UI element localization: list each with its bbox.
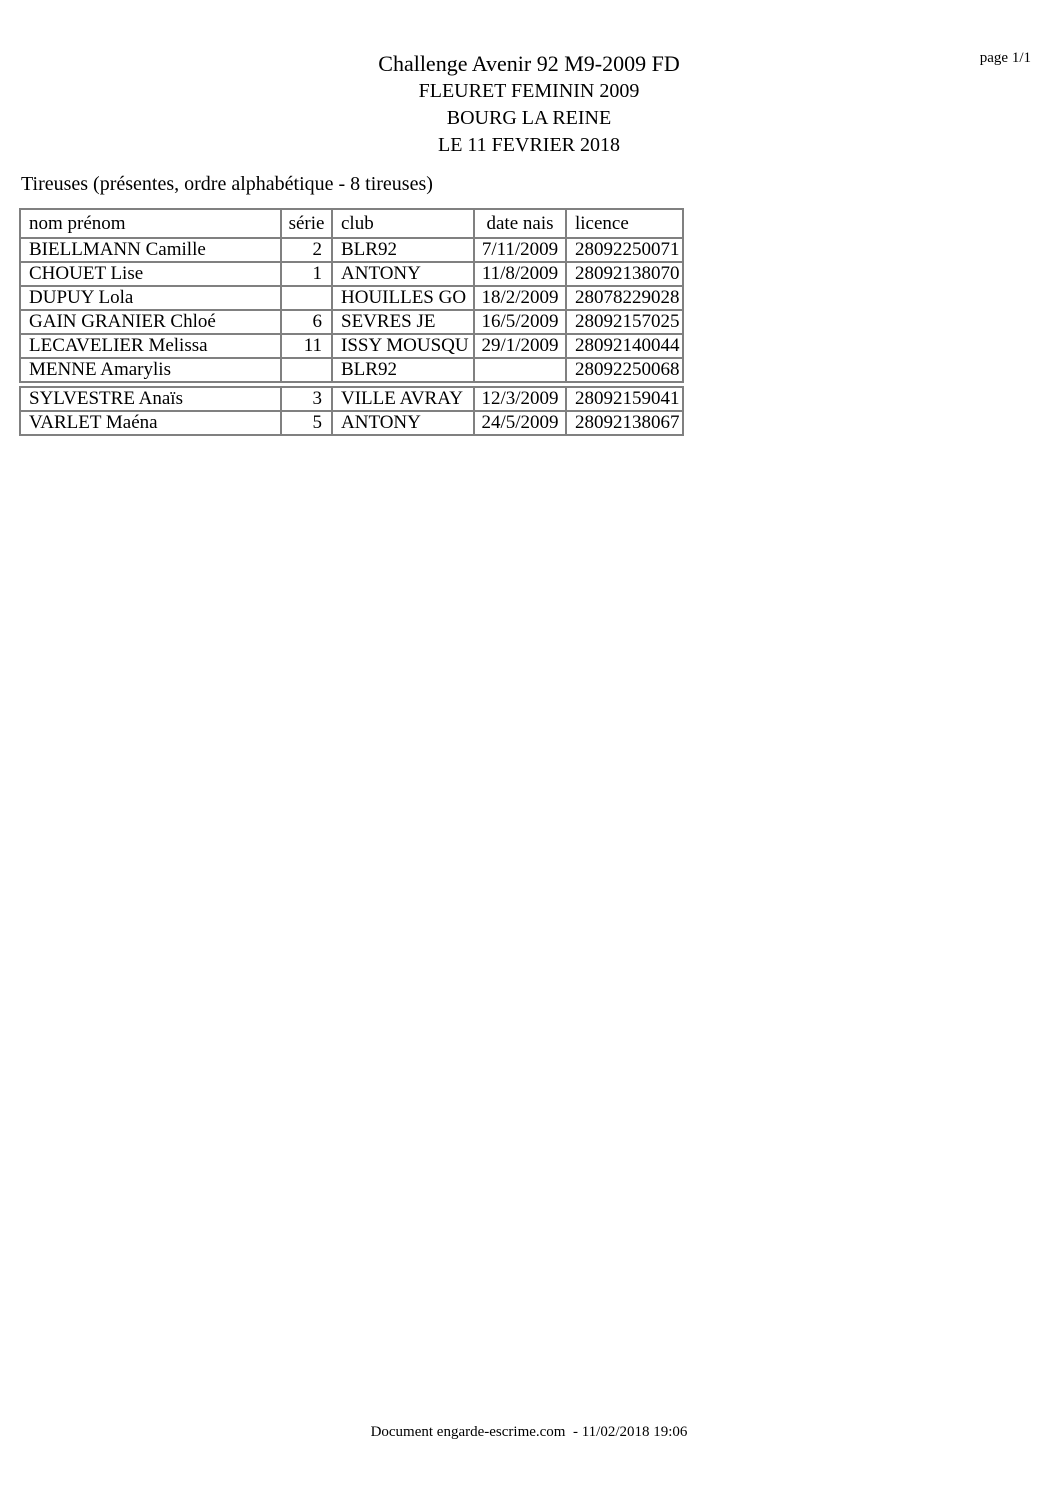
cell-club: BLR92 <box>332 238 474 262</box>
cell-serie: 11 <box>281 334 332 358</box>
cell-date-nais: 12/3/2009 <box>474 387 566 411</box>
table-row <box>20 334 683 358</box>
table-row <box>20 310 683 334</box>
cell-serie: 5 <box>281 411 332 435</box>
cell-licence: 28092140044 <box>566 334 683 358</box>
fencers-table-block-2 <box>19 386 684 436</box>
cell-licence: 28092250071 <box>566 238 683 262</box>
fencers-table <box>19 208 684 436</box>
location-line: BOURG LA REINE <box>446 107 612 129</box>
column-header-licence: licence <box>566 209 683 238</box>
cell-club: HOUILLES GO <box>332 286 474 310</box>
table-row <box>20 387 683 411</box>
cell-date-nais: 11/8/2009 <box>474 262 566 286</box>
cell-nom-prenom: SYLVESTRE Anaïs <box>20 387 281 411</box>
cell-licence: 28092138070 <box>566 262 683 286</box>
cell-serie: 6 <box>281 310 332 334</box>
cell-date-nais: 7/11/2009 <box>474 238 566 262</box>
cell-date-nais: 24/5/2009 <box>474 411 566 435</box>
column-header-club: club <box>332 209 474 238</box>
cell-club: VILLE AVRAY <box>332 387 474 411</box>
date-line: LE 11 FEVRIER 2018 <box>437 134 621 156</box>
cell-date-nais: 18/2/2009 <box>474 286 566 310</box>
document-header <box>0 50 1058 159</box>
column-header-date-nais: date nais <box>474 209 566 238</box>
cell-licence: 28092157025 <box>566 310 683 334</box>
cell-nom-prenom: CHOUET Lise <box>20 262 281 286</box>
table-row <box>20 411 683 435</box>
cell-nom-prenom: MENNE Amarylis <box>20 358 281 382</box>
cell-club: ISSY MOUSQU <box>332 334 474 358</box>
cell-date-nais <box>474 358 566 382</box>
cell-serie: 1 <box>281 262 332 286</box>
cell-date-nais: 29/1/2009 <box>474 334 566 358</box>
section-caption: Tireuses (présentes, ordre alphabétique - 8 tireuses) <box>21 173 433 195</box>
cell-nom-prenom: VARLET Maéna <box>20 411 281 435</box>
cell-club: SEVRES JE <box>332 310 474 334</box>
table-header-row <box>20 209 683 238</box>
cell-date-nais: 16/5/2009 <box>474 310 566 334</box>
cell-licence: 28092138067 <box>566 411 683 435</box>
cell-serie: 2 <box>281 238 332 262</box>
cell-serie: 3 <box>281 387 332 411</box>
table-row <box>20 286 683 310</box>
cell-nom-prenom: DUPUY Lola <box>20 286 281 310</box>
cell-licence: 28092159041 <box>566 387 683 411</box>
cell-club: ANTONY <box>332 262 474 286</box>
column-header-serie: série <box>281 209 332 238</box>
cell-licence: 28078229028 <box>566 286 683 310</box>
table-row <box>20 238 683 262</box>
cell-nom-prenom: LECAVELIER Melissa <box>20 334 281 358</box>
fencers-table-block-1 <box>19 208 684 383</box>
cell-serie <box>281 358 332 382</box>
competition-title: Challenge Avenir 92 M9-2009 FD <box>378 51 680 76</box>
document-footer: Document engarde-escrime.com - 11/02/2018 19:06 <box>370 1424 688 1440</box>
cell-nom-prenom: BIELLMANN Camille <box>20 238 281 262</box>
table-row <box>20 262 683 286</box>
cell-licence: 28092250068 <box>566 358 683 382</box>
cell-club: BLR92 <box>332 358 474 382</box>
column-header-nom-prenom: nom prénom <box>20 209 281 238</box>
cell-club: ANTONY <box>332 411 474 435</box>
table-row <box>20 358 683 382</box>
page-number: page 1/1 <box>979 50 1031 66</box>
weapon-category-line: FLEURET FEMININ 2009 <box>418 80 640 102</box>
cell-nom-prenom: GAIN GRANIER Chloé <box>20 310 281 334</box>
cell-serie <box>281 286 332 310</box>
